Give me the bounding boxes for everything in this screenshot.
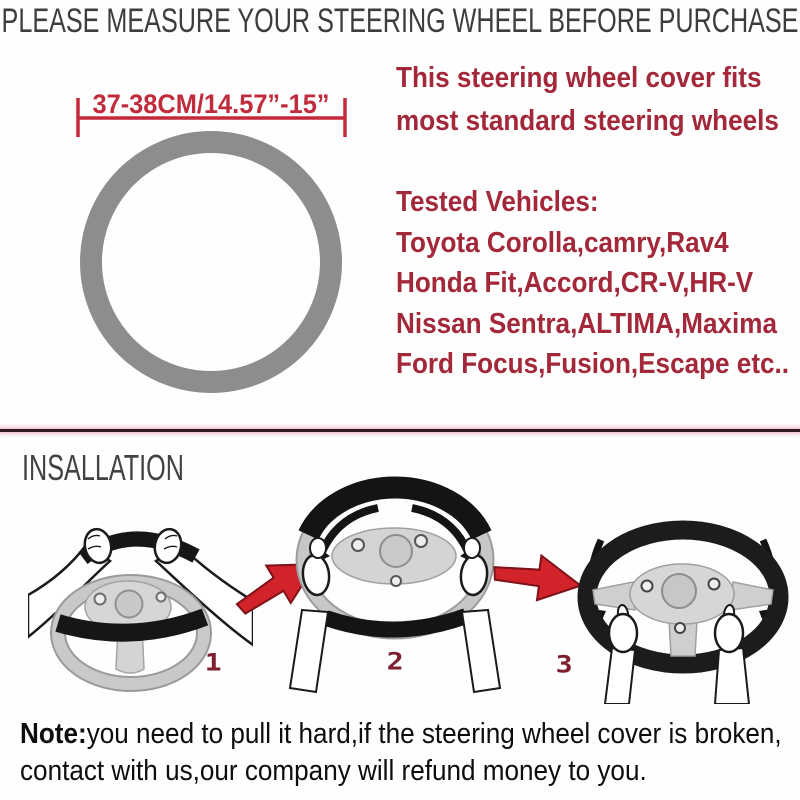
- right-hand-icon: [715, 604, 749, 704]
- steering-wheel-ring: [91, 142, 331, 382]
- hub-hole: [157, 593, 166, 602]
- hub-hole: [352, 539, 364, 551]
- note-line1: [20, 716, 782, 753]
- cover-band: [326, 616, 466, 630]
- diameter-measurement-label: 37-38CM/14.57”-15”: [92, 89, 330, 119]
- installation-step-3-illustration: [567, 492, 795, 704]
- hub-center: [662, 574, 696, 608]
- hub-hole: [415, 535, 427, 547]
- section-divider: [0, 429, 800, 432]
- step-number-1: 1: [204, 649, 222, 677]
- step-number-2: 2: [386, 648, 404, 676]
- tested-vehicles-line: Honda Fit,Accord,CR-V,HR-V: [396, 267, 754, 299]
- hub-center: [380, 535, 412, 567]
- hub-hole: [95, 594, 106, 605]
- wheel-spoke: [593, 582, 635, 610]
- tested-vehicles: [396, 182, 789, 385]
- wheel-spoke: [731, 582, 773, 610]
- note-line1-text: you need to pull it hard,if the steering wheel cover is broken,: [86, 718, 782, 750]
- left-hand-icon: [605, 604, 637, 704]
- tested-vehicles-line: Nissan Sentra,ALTIMA,Maxima: [396, 307, 777, 340]
- note-line2: contact with us,our company will refund money to you.: [20, 755, 647, 787]
- fit-statement-line1: This steering wheel cover fits: [396, 62, 762, 94]
- steering-wheel-size-diagram: [58, 82, 368, 412]
- tested-vehicles-heading: Tested Vehicles:: [396, 186, 599, 218]
- hub-center: [116, 591, 143, 618]
- installation-heading: INSALLATION: [22, 447, 184, 488]
- tested-vehicles-line: Toyota Corolla,camry,Rav4: [396, 226, 729, 259]
- fit-statement: [396, 57, 779, 143]
- hub-hole: [709, 579, 720, 590]
- tested-vehicles-line: Ford Focus,Fusion,Escape etc..: [396, 348, 790, 380]
- fit-statement-line2: most standard steering wheels: [396, 105, 779, 137]
- bottom-note: [20, 716, 782, 790]
- hub-hole: [675, 623, 685, 633]
- step-number-3: 3: [555, 651, 573, 679]
- hub-hole: [391, 576, 401, 586]
- page-title: PLEASE MEASURE YOUR STEERING WHEEL BEFORE PURCHASE: [1, 2, 799, 40]
- hub-hole: [642, 581, 653, 592]
- note-prefix: Note:: [20, 718, 87, 750]
